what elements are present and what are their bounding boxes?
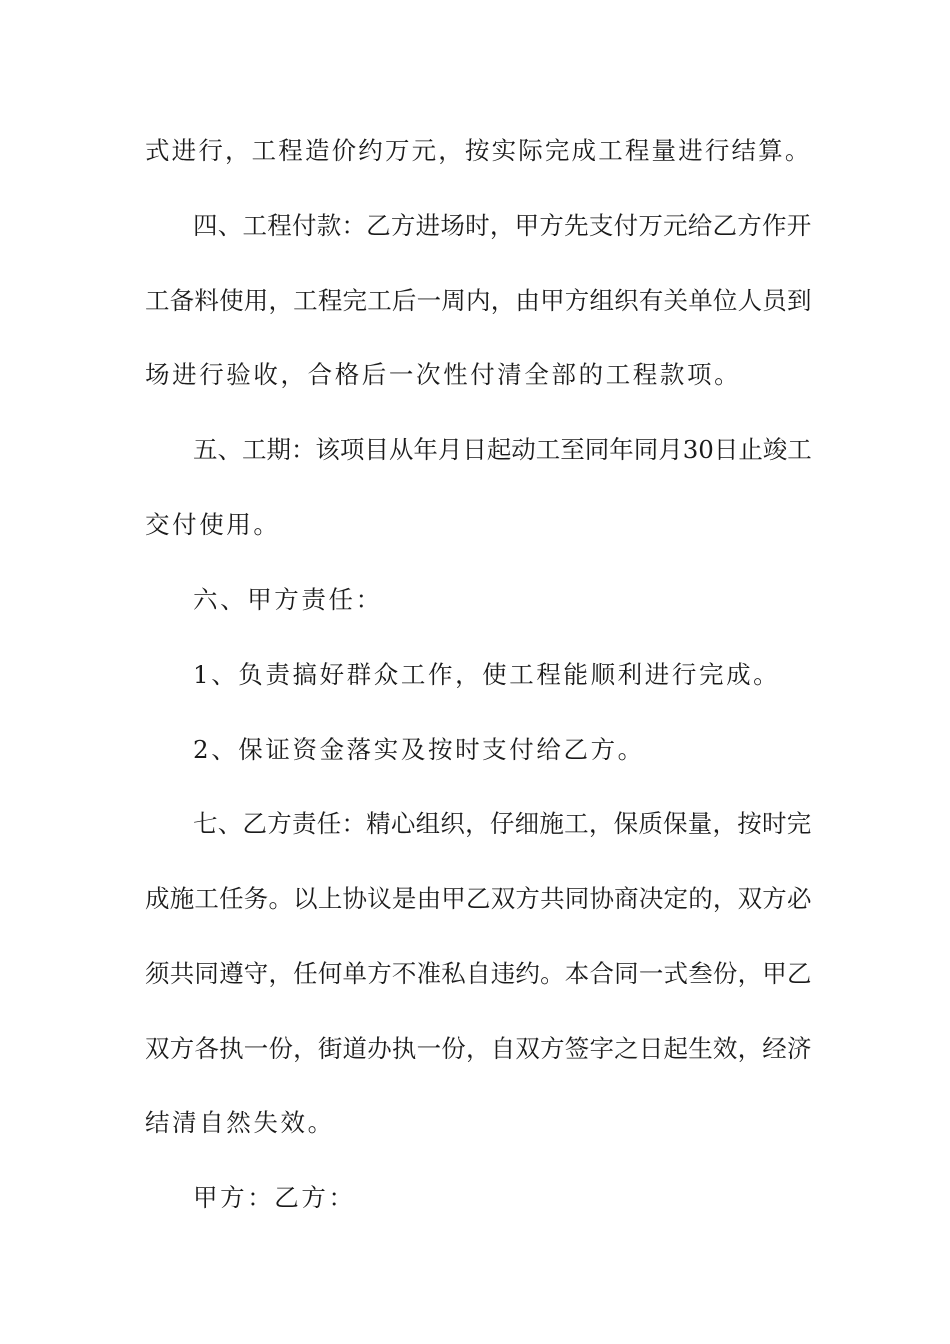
text-line-14: 结清自然失效。	[145, 1108, 335, 1137]
section-6-party-a-duties: 六、甲方责任：	[193, 585, 383, 614]
party-a-duty-1: 1、负责搞好群众工作，使工程能顺利进行完成。	[193, 660, 781, 689]
text-line-12: 须共同遵守，任何单方不准私自违约。本合同一式叁份，甲乙	[145, 959, 812, 988]
text-line-4: 场进行验收，合格后一次性付清全部的工程款项。	[145, 360, 742, 389]
section-4-payment: 四、工程付款：乙方进场时，甲方先支付万元给乙方作开	[193, 211, 812, 240]
party-a-duty-2: 2、保证资金落实及按时支付给乙方。	[193, 735, 645, 764]
text-line-3: 工备料使用，工程完工后一周内，由甲方组织有关单位人员到	[145, 286, 812, 315]
section-5-schedule: 五、工期：该项目从年月日起动工至同年同月30日止竣工	[193, 435, 812, 464]
section-7-party-b-duties: 七、乙方责任：精心组织，仔细施工，保质保量，按时完	[193, 809, 812, 838]
text-line-11: 成施工任务。以上协议是由甲乙双方共同协商决定的，双方必	[145, 884, 812, 913]
text-line-13: 双方各执一份，街道办执一份，自双方签字之日起生效，经济	[145, 1034, 812, 1063]
signature-line: 甲方：乙方：	[193, 1183, 356, 1212]
text-line-6: 交付使用。	[145, 510, 281, 539]
text-line-1: 式进行，工程造价约万元，按实际完成工程量进行结算。	[145, 136, 812, 165]
